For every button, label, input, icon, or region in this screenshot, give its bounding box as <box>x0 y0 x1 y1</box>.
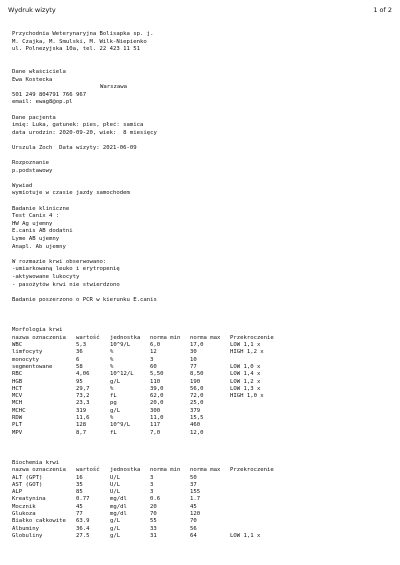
table-row <box>12 504 392 511</box>
table-cell: 29,7 <box>76 385 90 392</box>
patient-birth: data urodzin: 2020-09-20, wiek: 8 miesięcy <box>12 129 157 136</box>
column-header: norma max <box>190 334 221 341</box>
table-cell: 0.77 <box>76 496 90 503</box>
table-cell: 10^9/L <box>110 422 131 429</box>
table-cell: 120 <box>190 511 201 518</box>
column-header: Przekroczenie <box>230 467 274 474</box>
table-cell: 20,0 <box>150 400 164 407</box>
table-cell: 63.9 <box>76 518 90 525</box>
table-cell: 10^12/L <box>110 371 134 378</box>
table-cell: 3 <box>150 481 154 488</box>
table-row <box>12 408 392 415</box>
table-cell: 27.5 <box>76 532 90 539</box>
table-row <box>12 415 392 422</box>
table-row <box>12 511 392 518</box>
table-cell: 3 <box>150 474 154 481</box>
table-cell: limfocyty <box>12 349 43 356</box>
table-cell: 300 <box>150 407 161 414</box>
column-header: norma max <box>190 467 221 474</box>
interview-value: wymiotuje w czasie jazdy samochodem <box>12 190 130 197</box>
table-cell: 58 <box>76 363 83 370</box>
table-cell: mg/dl <box>110 511 127 518</box>
table-cell: 12 <box>150 349 157 356</box>
table-row <box>12 342 392 349</box>
table-cell: HIGH 1,0 x <box>230 393 264 400</box>
column-header: jednostka <box>110 334 141 341</box>
table-cell: fL <box>110 429 117 436</box>
column-header: nazwa oznaczenia <box>12 334 66 341</box>
table-cell: 56 <box>190 525 197 532</box>
table-row <box>12 489 392 496</box>
table-cell: % <box>110 356 114 363</box>
table-cell: g/L <box>110 407 121 414</box>
table-cell: 17,0 <box>190 342 204 349</box>
table-cell: HGB <box>12 378 23 385</box>
table-row <box>12 379 392 386</box>
exam-line: Lyme AB ujemny <box>12 236 60 243</box>
column-header: wartość <box>76 467 100 474</box>
table-cell: 72,0 <box>190 393 204 400</box>
page-number: 1 of 2 <box>373 6 392 14</box>
morphology-title: Morfologia krwi <box>12 327 63 334</box>
table-cell: 73,2 <box>76 393 90 400</box>
table-cell: 110 <box>150 378 161 385</box>
owner-phone: 501 249 804791 766 967 <box>12 91 87 98</box>
table-cell: WBC <box>12 342 23 349</box>
table-cell: 64 <box>190 532 197 539</box>
owner-heading: Dane właściciela <box>12 68 66 75</box>
table-cell: 12,0 <box>190 429 204 436</box>
patient-details: imię: Luka, gatunek: pies, płeć: samica <box>12 122 144 129</box>
table-row <box>12 357 392 364</box>
owner-email: email: ewag8@op.pl <box>12 99 73 106</box>
table-cell: mg/dl <box>110 496 127 503</box>
column-header: nazwa oznaczenia <box>12 467 66 474</box>
column-header: norma min <box>150 467 181 474</box>
observed-line: - pasożytów krwi nie stwierdzono <box>12 281 120 288</box>
table-cell: % <box>110 385 114 392</box>
table-cell: Albuminy <box>12 525 39 532</box>
table-cell: 37 <box>190 481 197 488</box>
observed-heading: W rozmazie krwi obserwowano: <box>12 258 107 265</box>
table-cell: monocyty <box>12 356 39 363</box>
table-cell: 10 <box>190 356 197 363</box>
table-cell: 4,06 <box>76 371 90 378</box>
table-header <box>12 467 392 474</box>
print-header <box>8 6 392 16</box>
table-cell: HIGH 1,2 x <box>230 349 264 356</box>
table-cell: U/L <box>110 481 121 488</box>
table-cell: 45 <box>76 503 83 510</box>
exam-heading: Badanie kliniczne <box>12 205 70 212</box>
table-cell: 7,0 <box>150 429 161 436</box>
table-cell: Mocznik <box>12 503 36 510</box>
table-header <box>12 335 392 342</box>
table-row <box>12 422 392 429</box>
table-cell: Białko całkowite <box>12 518 66 525</box>
table-cell: 5,3 <box>76 342 87 349</box>
table-cell: 50 <box>190 474 197 481</box>
table-cell: 5,50 <box>150 371 164 378</box>
table-cell: 190 <box>190 378 201 385</box>
table-cell: 15,5 <box>190 415 204 422</box>
print-title: Wydruk wizyty <box>8 6 56 14</box>
table-cell: 70 <box>150 511 157 518</box>
table-cell: LOW 1,1 x <box>230 532 261 539</box>
table-cell: 36 <box>76 349 83 356</box>
table-cell: HCT <box>12 385 23 392</box>
table-cell: segmentowane <box>12 363 53 370</box>
table-row <box>12 393 392 400</box>
table-cell: 128 <box>76 422 87 429</box>
morphology-table <box>12 335 392 437</box>
table-cell: RBC <box>12 371 23 378</box>
table-cell: fL <box>110 393 117 400</box>
table-cell: LOW 1,2 x <box>230 378 261 385</box>
table-cell: Globuliny <box>12 532 43 539</box>
table-cell: MCV <box>12 393 23 400</box>
column-header: jednostka <box>110 467 141 474</box>
table-cell: 35 <box>76 481 83 488</box>
table-cell: 117 <box>150 422 161 429</box>
table-cell: LOW 1,1 x <box>230 342 261 349</box>
owner-city: Warszawa <box>100 84 127 91</box>
table-cell: % <box>110 363 114 370</box>
table-row <box>12 533 392 540</box>
biochemistry-title: Biochemia krwi <box>12 459 60 466</box>
table-cell: g/L <box>110 378 121 385</box>
table-cell: 55 <box>150 518 157 525</box>
diagnosis-value: p.podstawowy <box>12 167 53 174</box>
table-cell: RDW <box>12 415 23 422</box>
table-row <box>12 475 392 482</box>
table-row <box>12 386 392 393</box>
table-cell: 56,0 <box>190 385 204 392</box>
table-cell: pg <box>110 400 117 407</box>
table-row <box>12 518 392 525</box>
owner-name: Ewa Kostecka <box>12 76 53 83</box>
table-cell: g/L <box>110 525 121 532</box>
table-cell: LOW 1,0 x <box>230 363 261 370</box>
table-cell: 77 <box>76 511 83 518</box>
biochemistry-table <box>12 467 392 540</box>
table-cell: g/L <box>110 518 121 525</box>
table-cell: 8,7 <box>76 429 87 436</box>
table-cell: 30 <box>190 349 197 356</box>
exam-line: E.canis AB dodatni <box>12 228 73 235</box>
table-cell: 8,50 <box>190 371 204 378</box>
table-cell: 85 <box>76 489 83 496</box>
table-cell: 3 <box>150 489 154 496</box>
table-cell: 1.7 <box>190 496 201 503</box>
table-cell: 6,0 <box>150 342 161 349</box>
table-cell: mg/dl <box>110 503 127 510</box>
table-cell: 77 <box>190 363 197 370</box>
table-cell: 10^9/L <box>110 342 131 349</box>
clinic-address: ul. Polnezyjska 10a, tel. 22 423 11 51 <box>12 46 140 53</box>
table-row <box>12 482 392 489</box>
table-cell: 62,0 <box>150 393 164 400</box>
table-cell: 11,6 <box>76 415 90 422</box>
patient-heading: Dane pacjenta <box>12 114 56 121</box>
table-cell: MPV <box>12 429 23 436</box>
table-cell: % <box>110 349 114 356</box>
table-cell: 379 <box>190 407 201 414</box>
table-row <box>12 349 392 356</box>
column-header: norma min <box>150 334 181 341</box>
table-cell: MCH <box>12 400 23 407</box>
table-cell: PLT <box>12 422 23 429</box>
table-cell: 45 <box>190 503 197 510</box>
clinic-doctors: M. Czajka, M. Smulski, M. Wilk-Niepienko <box>12 38 147 45</box>
table-row <box>12 371 392 378</box>
table-cell: g/L <box>110 532 121 539</box>
diagnosis-heading: Rozpoznanie <box>12 160 50 167</box>
table-cell: % <box>110 415 114 422</box>
table-row <box>12 526 392 533</box>
table-cell: 70 <box>190 518 197 525</box>
table-cell: 0.6 <box>150 496 161 503</box>
table-cell: 39,0 <box>150 385 164 392</box>
column-header: wartość <box>76 334 100 341</box>
clinic-name: Przychodnia Weterynaryjna Bolisapka sp. j. <box>12 31 154 37</box>
table-cell: ALT (GPT) <box>12 474 43 481</box>
table-cell: 16 <box>76 474 83 481</box>
table-cell: 20 <box>150 503 157 510</box>
table-cell: 319 <box>76 407 87 414</box>
exam-line: Test Canix 4 : <box>12 213 60 220</box>
table-row <box>12 400 392 407</box>
table-cell: 155 <box>190 489 201 496</box>
table-row <box>12 364 392 371</box>
document-body <box>12 31 392 540</box>
table-cell: U/L <box>110 489 121 496</box>
table-cell: 33 <box>150 525 157 532</box>
table-cell: 95 <box>76 378 83 385</box>
table-cell: 25,0 <box>190 400 204 407</box>
table-row <box>12 430 392 437</box>
table-cell: 460 <box>190 422 201 429</box>
table-cell: ALP <box>12 489 23 496</box>
table-cell: 6 <box>76 356 80 363</box>
table-cell: LOW 1,3 x <box>230 385 261 392</box>
table-cell: Kreatynina <box>12 496 46 503</box>
table-cell: MCHC <box>12 407 26 414</box>
table-cell: 3 <box>150 356 154 363</box>
table-cell: AST (GOT) <box>12 481 43 488</box>
interview-heading: Wywiad <box>12 182 33 189</box>
exam-line: Anapl. Ab ujemny <box>12 243 66 250</box>
table-cell: 23,3 <box>76 400 90 407</box>
table-cell: Glukoza <box>12 511 36 518</box>
table-cell: 60 <box>150 363 157 370</box>
exam-line: HW Ag ujemny <box>12 220 53 227</box>
table-row <box>12 496 392 503</box>
visit-info: Urszula Żoch Data wizyty: 2021-06-09 <box>12 144 137 151</box>
table-cell: LOW 1,4 x <box>230 371 261 378</box>
table-cell: 36.4 <box>76 525 90 532</box>
observed-line: -umiarkowaną leuko i erytropenię <box>12 266 120 273</box>
table-cell: 11,0 <box>150 415 164 422</box>
observed-line: -aktywowane lukocyty <box>12 274 80 280</box>
table-cell: 31 <box>150 532 157 539</box>
table-cell: U/L <box>110 474 121 481</box>
pcr-note: Badanie poszerzono o PCR w kierunku E.canis <box>12 296 157 303</box>
column-header: Przekroczenie <box>230 334 274 341</box>
